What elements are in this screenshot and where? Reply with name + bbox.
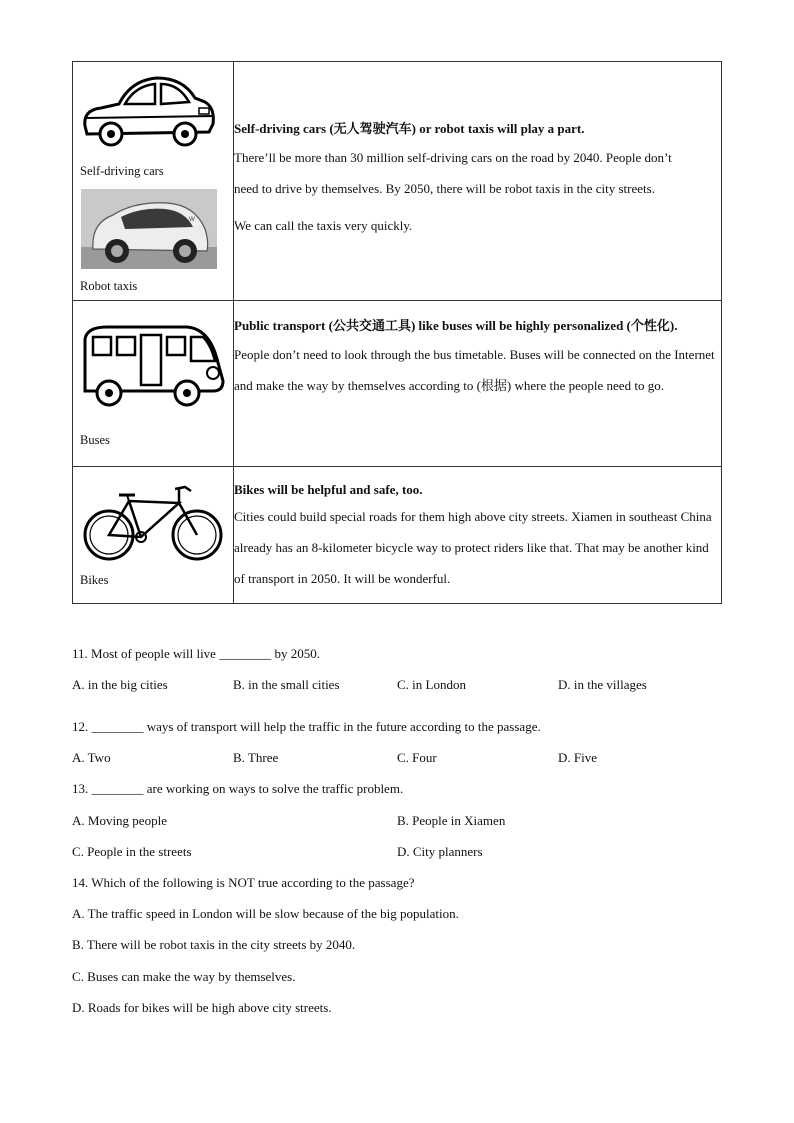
question-13-option-d: D. City planners <box>397 844 483 859</box>
question-14-option-a: A. The traffic speed in London will be slow because of the big population. <box>72 906 459 921</box>
caption-bikes: Bikes <box>80 573 109 587</box>
question-13-option-b: B. People in Xiamen <box>397 813 506 828</box>
question-12-stem: 12. ________ ways of transport will help the traffic in the future according to the passage. <box>72 719 541 734</box>
section-body: Cities could build special roads for them high above city streets. Xiamen in southeast China already has an 8-kilometer bicycle way to protect riders like that. That may be another kind of transport in 2050. It will be wonderful. <box>234 509 712 586</box>
caption-buses: Buses <box>80 433 110 447</box>
bicycle-image <box>79 481 229 565</box>
robot-taxi-photo <box>81 189 217 269</box>
question-14-option-b: B. There will be robot taxis in the city streets by 2040. <box>72 937 356 952</box>
question-13-option-a: A. Moving people <box>72 813 167 828</box>
question-14-option-c: C. Buses can make the way by themselves. <box>72 969 296 984</box>
question-11-option-b: B. in the small cities <box>233 677 340 692</box>
question-11-option-c: C. in London <box>397 677 466 692</box>
text-cell <box>234 301 722 467</box>
transport-table <box>72 61 722 604</box>
cartoon-bus-image <box>77 319 227 415</box>
caption-self-driving: Self-driving cars <box>80 164 164 178</box>
question-12-option-b: B. Three <box>233 750 279 765</box>
question-14-option-d: D. Roads for bikes will be high above city streets. <box>72 1000 332 1015</box>
section-line: There’ll be more than 30 million self-driving cars on the road by 2040. People don’t <box>234 150 672 165</box>
question-11-stem: 11. Most of people will live ________ by 2050. <box>72 646 320 661</box>
section-body: People don’t need to look through the bus timetable. Buses will be connected on the Internet and make the way by themselves according to (根据) where the people need to go. <box>234 347 715 393</box>
section-title: Bikes will be helpful and safe, too. <box>234 482 423 497</box>
question-12-option-c: C. Four <box>397 750 437 765</box>
question-11-option-a: A. in the big cities <box>72 677 168 692</box>
question-12-option-d: D. Five <box>558 750 597 765</box>
section-line: need to drive by themselves. By 2050, there will be robot taxis in the city streets. <box>234 181 655 196</box>
section-title: Self-driving cars (无人驾驶汽车) or robot taxis will play a part. <box>234 121 585 136</box>
section-line: We can call the taxis very quickly. <box>234 218 413 233</box>
caption-robot-taxis: Robot taxis <box>80 279 138 293</box>
image-cell <box>73 62 234 301</box>
image-cell <box>73 467 234 604</box>
table-row-buses <box>73 301 722 467</box>
svg-text:w: w <box>189 214 195 223</box>
question-13-option-c: C. People in the streets <box>72 844 192 859</box>
image-cell <box>73 301 234 467</box>
question-11-option-d: D. in the villages <box>558 677 647 692</box>
text-cell <box>234 467 722 604</box>
question-14-stem: 14. Which of the following is NOT true according to the passage? <box>72 875 415 890</box>
table-row-self-driving <box>73 62 722 301</box>
section-title: Public transport (公共交通工具) like buses will be highly personalized (个性化). <box>234 318 678 333</box>
text-cell <box>234 62 722 301</box>
question-13-stem: 13. ________ are working on ways to solve the traffic problem. <box>72 781 404 796</box>
question-12-option-a: A. Two <box>72 750 111 765</box>
table-row-bikes <box>73 467 722 604</box>
cartoon-car-image <box>79 68 219 158</box>
